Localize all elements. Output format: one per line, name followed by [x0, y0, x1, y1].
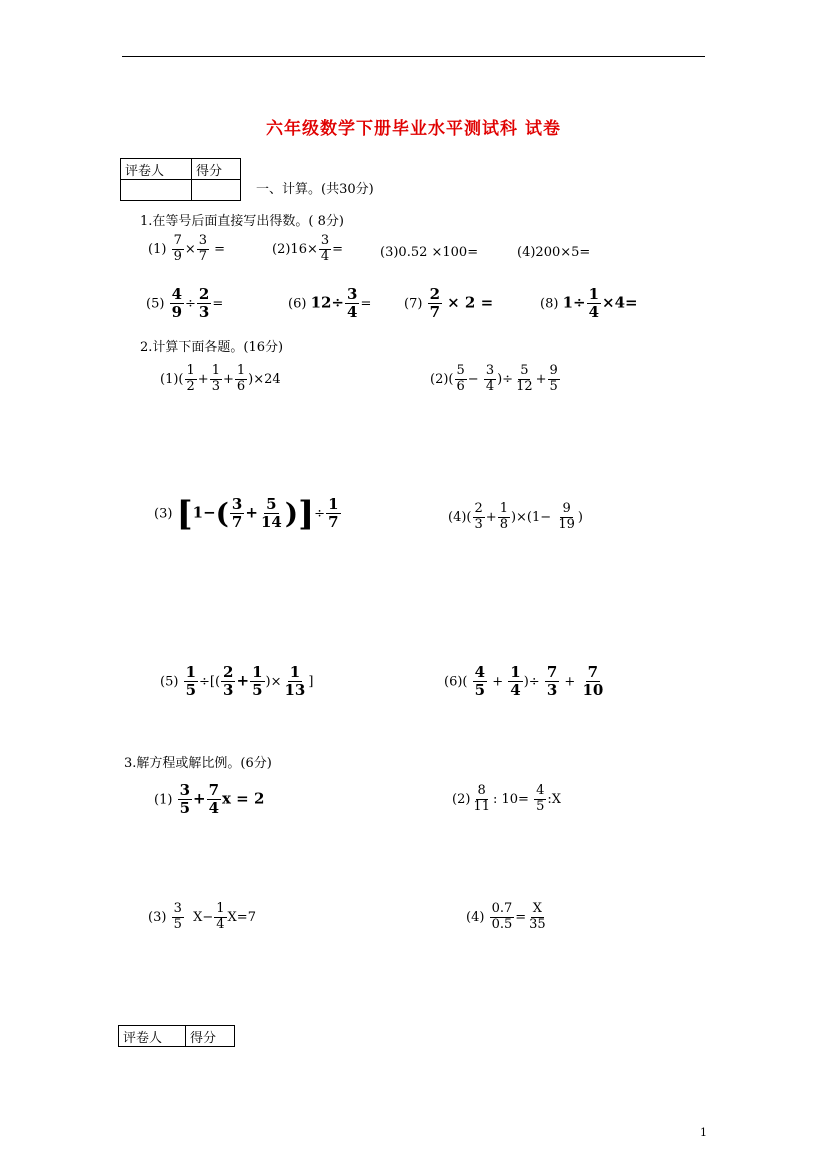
- q1-item-2: (2)16× $\frac{3}{4}$ =: [272, 233, 344, 264]
- q3-equation-3: (3) $\frac{3}{5}$ X− $\frac{1}{4}$ X=7: [148, 901, 256, 932]
- q1-item-3: (3)0.52 ×100=: [380, 245, 479, 260]
- score-header-2: 得分: [186, 1026, 235, 1047]
- q1-item-6: (6) 12÷ $\frac{3}{4}$ =: [288, 285, 372, 322]
- q2-problem-4: (4)( $\frac{2}{3}$ + $\frac{1}{8}$ )×(1− $\frac{9}{19}$ ): [448, 501, 583, 532]
- grader-header-2: 评卷人: [119, 1026, 186, 1047]
- page-title: 六年级数学下册毕业水平测试科 试卷: [266, 119, 561, 139]
- score-cell[interactable]: [192, 180, 241, 201]
- q1-item-8: (8) 1÷ $\frac{1}{4}$ ×4=: [540, 285, 638, 322]
- grader-cell[interactable]: [121, 180, 192, 201]
- q3-equation-1: (1) $\frac{3}{5}$ + $\frac{7}{4}$ x = 2: [154, 781, 265, 818]
- q1-heading: 1.在等号后面直接写出得数。( 8分): [140, 214, 344, 229]
- q2-problem-2: (2)( $\frac{5}{6}$ − $\frac{3}{4}$ )÷ $\frac{5}{12}$ + $\frac{9}{5}$: [430, 363, 558, 394]
- section1-heading: 一、计算。(共30分): [256, 182, 374, 197]
- grader-header: 评卷人: [121, 159, 192, 180]
- q3-equation-2: (2) $\frac{8}{11}$ : 10= $\frac{4}{5}$ :X: [452, 783, 561, 814]
- header-rule: [122, 56, 705, 57]
- page-number: 1: [700, 1126, 707, 1139]
- grade-table-2: [118, 1025, 235, 1047]
- q3-equation-4: (4) $\frac{0.7}{0.5}$ = $\frac{X}{35}$: [466, 901, 546, 932]
- q2-problem-3: (3) [1−( $\frac{3}{7}$ + $\frac{5}{14}$ )]÷ $\frac{1}{7}$: [154, 493, 339, 534]
- q2-problem-5: (5) $\frac{1}{5}$ ÷[( $\frac{2}{3}$ + $\frac{1}{5}$ )× $\frac{1}{13}$ ]: [160, 663, 314, 700]
- q2-problem-1: (1)( $\frac{1}{2}$ + $\frac{1}{3}$ + $\frac{1}{6}$ )×24: [160, 363, 281, 394]
- grade-table-1: [120, 158, 241, 201]
- score-header: 得分: [192, 159, 241, 180]
- q3-heading: 3.解方程或解比例。(6分): [124, 756, 272, 771]
- q2-heading: 2.计算下面各题。(16分): [140, 340, 284, 355]
- q1-item-1: (1) $\frac{7}{9}$ × $\frac{3}{7}$ =: [148, 233, 226, 264]
- q1-item-7: (7) $\frac{2}{7}$ × 2 =: [404, 285, 494, 322]
- q1-item-4: (4)200×5=: [517, 245, 591, 260]
- q1-item-5: (5) $\frac{4}{9}$ ÷ $\frac{2}{3}$ =: [146, 285, 224, 322]
- q2-problem-6: (6)( $\frac{4}{5}$ + $\frac{1}{4}$ )÷ $\frac{7}{3}$ + $\frac{7}{10}$: [444, 663, 604, 700]
